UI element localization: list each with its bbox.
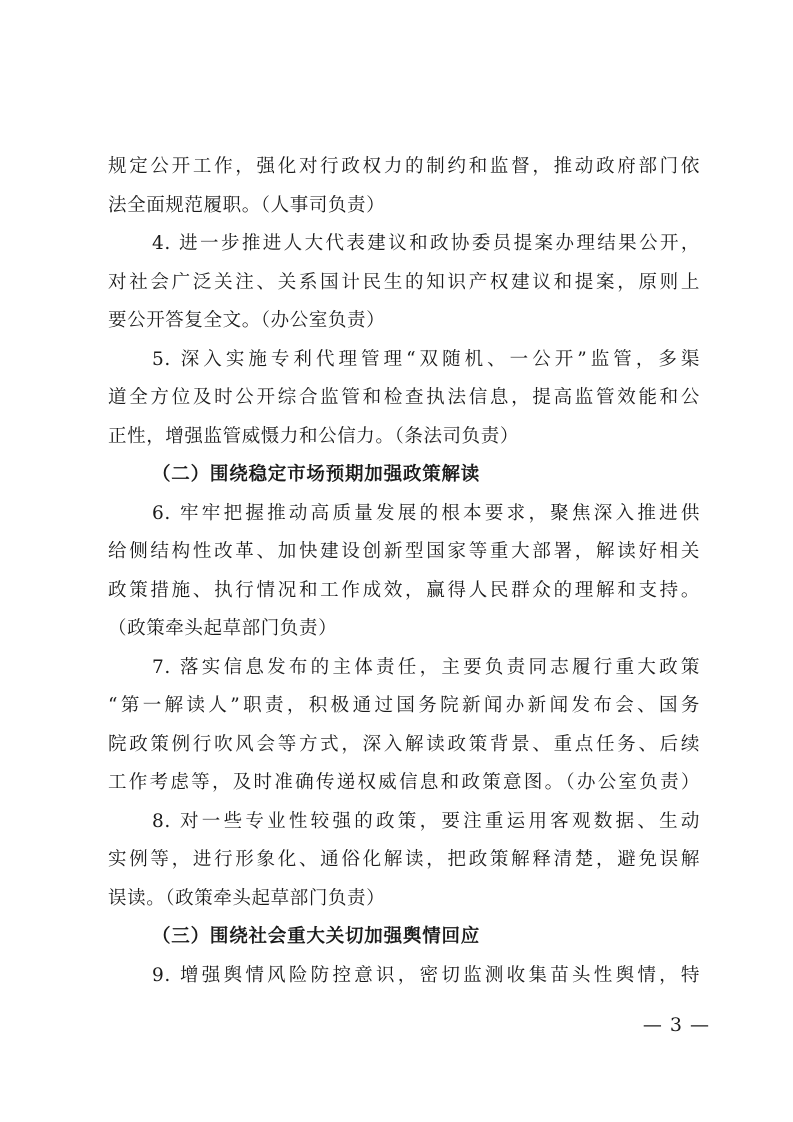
paragraph-line: 6. 牢牢把握推动高质量发展的根本要求，聚焦深入推进供: [152, 502, 700, 524]
paragraph-line: 法全面规范履职。（人事司负责）: [108, 194, 386, 216]
paragraph-line: 要公开答复全文。（办公室负责）: [108, 310, 386, 331]
paragraph-line: 院政策例行吹风会等方式，深入解读政策背景、重点任务、后续: [108, 733, 700, 755]
document-body: [108, 148, 700, 995]
page-number: — 3 —: [642, 1014, 710, 1036]
paragraph-line: “第一解读人”职责，积极通过国务院新闻办新闻发布会、国务: [108, 695, 700, 716]
paragraph-line: 工作考虑等，及时准确传递权威信息和政策意图。（办公室负责）: [108, 772, 700, 793]
paragraph-line: 8. 对一些专业性较强的政策，要注重运用客观数据、生动: [152, 810, 700, 832]
paragraph-line: 给侧结构性改革、加快建设创新型国家等重大部署，解读好相关: [108, 541, 700, 562]
paragraph-line: 7. 落实信息发布的主体责任，主要负责同志履行重大政策: [152, 656, 700, 678]
paragraph-line: 5. 深入实施专利代理管理“双随机、一公开”监管，多渠: [152, 348, 700, 370]
paragraph-line: 正性，增强监管威慑力和公信力。（条法司负责）: [108, 425, 519, 447]
paragraph-line: 4. 进一步推进人大代表建议和政协委员提案办理结果公开，: [152, 233, 700, 254]
section-heading: （二）围绕稳定市场预期加强政策解读: [152, 464, 481, 485]
paragraph-line: 9. 增强舆情风险防控意识，密切监测收集苗头性舆情，特: [152, 964, 700, 986]
paragraph-line: 规定公开工作，强化对行政权力的制约和监督，推动政府部门依: [108, 156, 700, 177]
paragraph-line: （政策牵头起草部门负责）: [108, 618, 338, 639]
paragraph-line: 误读。（政策牵头起草部门负责）: [108, 887, 386, 909]
paragraph-line: 道全方位及时公开综合监管和检查执法信息，提高监管效能和公: [108, 387, 700, 408]
paragraph-line: 政策措施、执行情况和工作成效，赢得人民群众的理解和支持。: [108, 579, 700, 601]
paragraph-line: 实例等，进行形象化、通俗化解读，把政策解释清楚，避免误解: [108, 849, 700, 870]
paragraph-line: 对社会广泛关注、关系国计民生的知识产权建议和提案，原则上: [108, 271, 700, 293]
section-heading: （三）围绕社会重大关切加强舆情回应: [152, 926, 481, 947]
